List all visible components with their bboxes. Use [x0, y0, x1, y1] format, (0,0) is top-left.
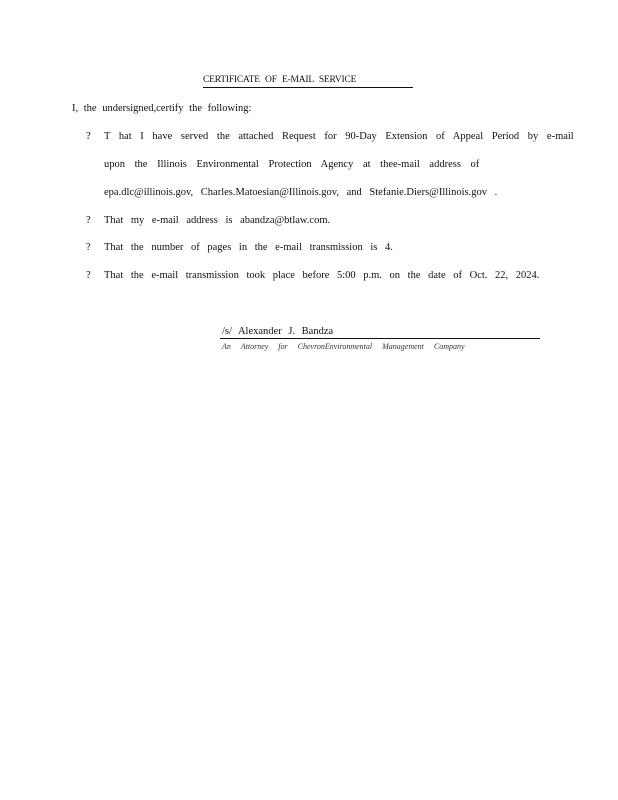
- bullet-marker: ?: [86, 270, 91, 281]
- bullet-marker: ?: [86, 215, 91, 226]
- intro-text: I, the undersigned,certify the following:: [72, 103, 252, 114]
- item-4-line-1: That the e-mail transmission took place before 5:00 p.m. on the date of Oct. 22, 2024.: [104, 270, 540, 281]
- item-1-line-2: upon the Illinois Environmental Protection Agency at thee-mail address of: [104, 159, 480, 170]
- bullet-marker: ?: [86, 131, 91, 142]
- item-2-line-1: That my e-mail address is abandza@btlaw.com.: [104, 215, 331, 226]
- document-title: CERTIFICATE OF E-MAIL SERVICE: [203, 74, 413, 88]
- item-1-line-1: T hat I have served the attached Request for 90-Day Extension of Appeal Period by e-mail: [104, 131, 574, 142]
- bullet-marker: ?: [86, 242, 91, 253]
- signature-name: /s/ Alexander J. Bandza: [222, 326, 334, 337]
- item-3-line-1: That the number of pages in the e-mail transmission is 4.: [104, 242, 393, 253]
- signature-caption: An Attorney for ChevronEnvironmental Management Company: [222, 342, 465, 351]
- item-1-line-3: epa.dlc@illinois.gov, Charles.Matoesian@Illinois.gov, and Stefanie.Diers@Illinois.gov .: [104, 187, 498, 198]
- signature-line: [220, 338, 540, 339]
